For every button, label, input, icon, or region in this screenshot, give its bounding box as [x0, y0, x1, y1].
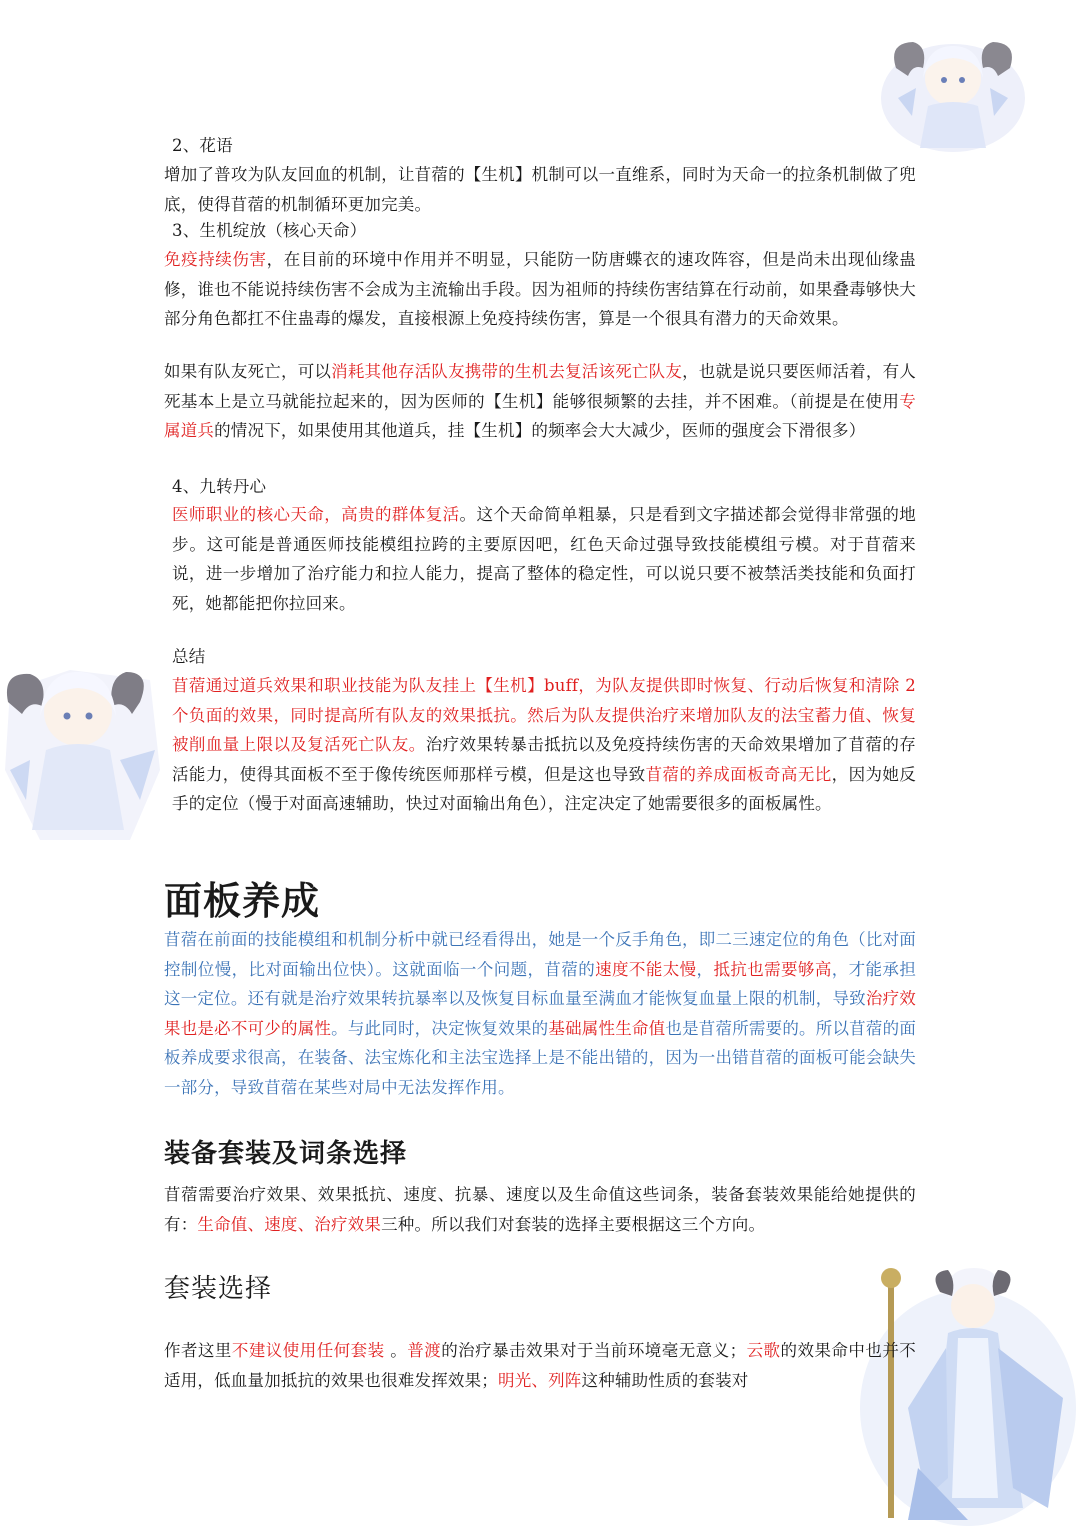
panel-highlight-hp: 基础属性生命值 — [548, 1018, 666, 1038]
panel-highlight-heal: 治疗效果也是必不可少的属性 — [164, 989, 916, 1038]
bloom-text-1: ，在目前的环境中作用并不明显，只能防一防唐蝶衣的速攻阵容，但是尚未出现仙缘蛊修，谁也不能说持续伤害不会成为主流输出手段。因为祖师的持续伤害结算在行动前，如果叠毒够快大部分角色都扛不住蛊毒的爆发，直接根源上免疫持续伤害，算是一个很具有潜力的天命效果。 — [164, 250, 916, 328]
nine-highlight: 医师职业的核心天命，高贵的群体复活 — [172, 505, 460, 524]
panel-highlight-resist: 抵抗也需要够高 — [713, 959, 832, 979]
equip-text-b: 三种。所以我们对套装的选择主要根据这三个方向。 — [381, 1214, 766, 1234]
bloom-highlight-immunity: 免疫持续伤害 — [164, 250, 267, 269]
summary-text-end: ，因为她反手的定位（慢于对面高速辅助，快过对面输出角色），注定决定了她需要很多的面板属性。 — [172, 764, 917, 813]
section-bloom-heading: 3、生机绽放（核心天命） — [172, 221, 367, 240]
equip-title: 装备套装及词条选择 — [164, 1139, 408, 1169]
panel-body — [164, 925, 916, 1102]
summary-heading: 总结 — [172, 647, 206, 666]
set-highlight-mingguang: 明光、列阵 — [498, 1370, 582, 1390]
summary-text-mid: 治疗效果转暴击抵抗以及免疫持续伤害的天命效果增加了苜蓿的存活能力，使得其面板不至于像传统医师那样亏模，但是这也导致 — [172, 735, 917, 784]
chibi-character-illustration-left — [0, 650, 170, 850]
panel-text-5: 也是苜蓿所需要的。所以苜蓿的面板养成要求很高，在装备、法宝炼化和主法宝选择上是不能出错的，因为一出错苜蓿的面板可能会缺失一部分，导致苜蓿在某些对局中无法发挥作用。 — [164, 1018, 917, 1097]
equip-highlight: 生命值、速度、治疗效果 — [197, 1214, 382, 1234]
set-text-b: 。 — [384, 1341, 408, 1360]
panel-text-3: ，才能承担这一定位。还有就是治疗效果转抗暴率以及恢复目标血量至满血才能恢复血量上限的机制，导致 — [164, 959, 917, 1008]
set-highlight-pudu: 普渡 — [407, 1341, 442, 1360]
equip-text-a: 苜蓿需要治疗效果、效果抵抗、速度、抗暴、速度以及生命值这些词条，装备套装效果能给她提供的有： — [164, 1185, 916, 1234]
section-flower-body: 增加了普攻为队友回血的机制，让苜蓿的【生机】机制可以一直维系，同时为天命一的拉条机制做了兜底，使得苜蓿的机制循环更加完美。 — [164, 165, 916, 214]
set-text-e: 这种辅助性质的套装对 — [581, 1370, 749, 1390]
set-text-a: 作者这里 — [164, 1341, 232, 1360]
set-highlight-no-set: 不建议使用任何套装 — [231, 1341, 385, 1360]
section-flower-heading: 2、花语 — [172, 136, 233, 155]
section-nine-heading: 4、九转丹心 — [172, 477, 267, 496]
nine-text: 。这个天命简单粗暴，只是看到文字描述都会觉得非常强的地步。这可能是普通医师技能模组拉跨的主要原因吧，红色天命过强导致技能模组亏模。对于苜蓿来说，进一步增加了治疗能力和拉人能力，提高了整体的稳定性，可以说只要不被禁活类技能和负面打死，她都能把你拉回来。 — [172, 505, 917, 613]
set-title: 套装选择 — [164, 1274, 273, 1304]
bloom-text-2a: 如果有队友死亡，可以 — [164, 362, 332, 381]
panel-text-2: ， — [696, 959, 714, 979]
set-text-d: 的效果命中也并不适用，低血量加抵抗的效果也很难发挥效果； — [164, 1341, 916, 1390]
bloom-highlight-revive: 消耗其他存活队友携带的生机去复活该死亡队友 — [331, 362, 683, 381]
set-text-c: 的治疗暴击效果对于当前环境毫无意义； — [441, 1341, 747, 1360]
section-nine-body — [172, 500, 916, 618]
panel-highlight-speed: 速度不能太慢 — [595, 959, 697, 979]
set-body — [164, 1336, 916, 1395]
set-highlight-yunge: 云歌 — [746, 1341, 781, 1360]
panel-text-4: 。与此同时，决定恢复效果的 — [331, 1018, 549, 1038]
summary-highlight-1: 苜蓿通过道兵效果和职业技能为队友挂上【生机】buff，为队友提供即时恢复、行动后恢复和清除 2 个负面的效果，同时提高所有队友的效果抵抗。然后为队友提供治疗来增加队友的法宝蓄力值、恢复被削血量上限以及复活死亡队友。 — [172, 676, 916, 754]
chibi-character-illustration-top — [878, 28, 1028, 153]
summary-highlight-2: 苜蓿的养成面板奇高无比 — [645, 764, 832, 784]
bloom-text-2c: 的情况下，如果使用其他道兵，挂【生机】的频率会大大减少，医师的强度会下滑很多） — [214, 421, 866, 440]
section-bloom-paragraph-1 — [164, 245, 916, 334]
panel-title: 面板养成 — [164, 878, 321, 923]
bloom-highlight-exclusive-soldier: 专属道兵 — [164, 391, 916, 440]
bloom-text-2b: ，也就是说只要医师活着，有人死基本上是立马就能拉起来的，因为医师的【生机】能够很频繁的去挂，并不困难。（前提是在使用 — [164, 362, 917, 411]
summary-body — [172, 671, 916, 819]
section-bloom-paragraph-2 — [164, 357, 916, 446]
panel-text-1: 苜蓿在前面的技能模组和机制分析中就已经看得出，她是一个反手角色，即二三速定位的角色（比对面控制位慢，比对面输出位快）。这就面临一个问题，苜蓿的 — [164, 930, 916, 979]
equip-body — [164, 1180, 916, 1239]
